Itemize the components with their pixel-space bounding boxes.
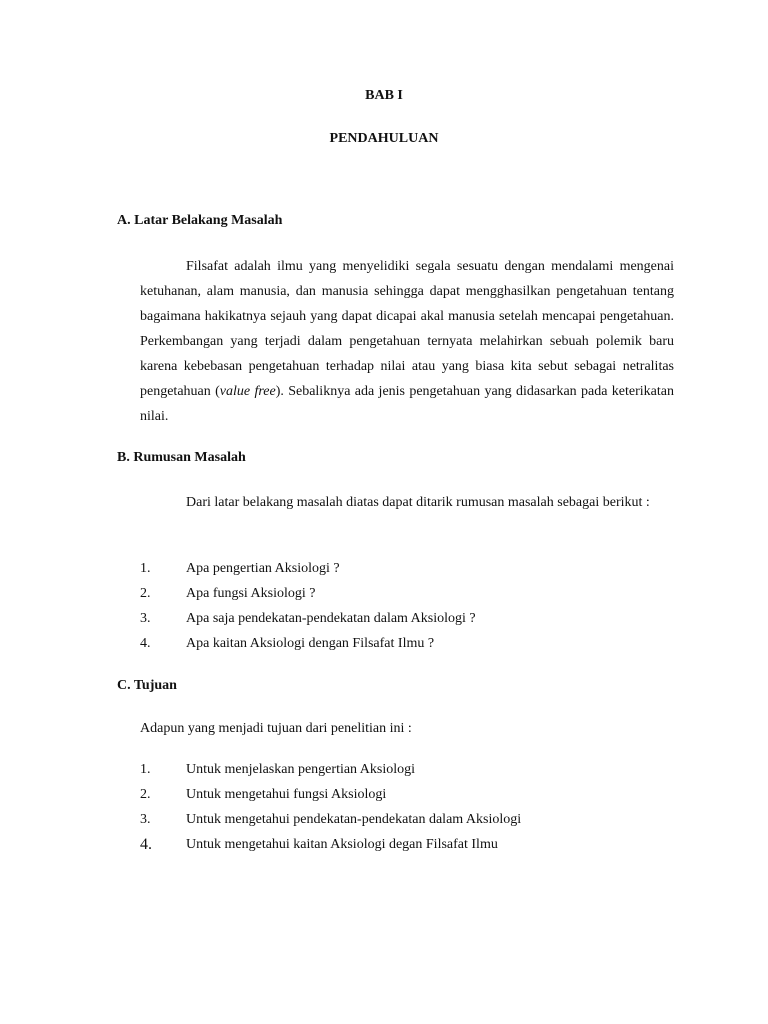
purpose-intro-paragraph: Adapun yang menjadi tujuan dari penelitian ini : (140, 721, 412, 736)
list-item (140, 556, 674, 581)
background-italic-term: value free (219, 384, 276, 399)
list-number: 4. (140, 636, 151, 651)
background-text-end: ). Sebaliknya ada jenis pengetahuan yang didasarkan pada keterikatan nilai. (140, 384, 674, 424)
background-paragraph (140, 254, 674, 429)
section-heading-tujuan: C. Tujuan (117, 678, 177, 693)
list-number: 4. (140, 836, 152, 853)
section-heading-latar-belakang: A. Latar Belakang Masalah (117, 213, 283, 228)
list-number: 2. (140, 586, 151, 601)
list-number: 3. (140, 812, 151, 827)
list-number: 1. (140, 561, 151, 576)
chapter-title: PENDAHULUAN (329, 131, 439, 146)
list-item (140, 606, 674, 631)
list-text: Untuk mengetahui fungsi Aksiologi (186, 787, 387, 802)
list-text: Untuk mengetahui kaitan Aksiologi degan Filsafat Ilmu (186, 837, 498, 852)
list-text: Apa fungsi Aksiologi ? (186, 586, 316, 601)
chapter-label: BAB I (365, 88, 403, 103)
section-heading-rumusan-masalah: B. Rumusan Masalah (117, 450, 246, 465)
list-number: 3. (140, 611, 151, 626)
problem-intro-paragraph: Dari latar belakang masalah diatas dapat ditarik rumusan masalah sebagai berikut : (186, 495, 650, 510)
problem-list (140, 556, 674, 656)
purpose-list (140, 757, 674, 857)
list-number: 2. (140, 787, 151, 802)
list-text: Untuk mengetahui pendekatan-pendekatan dalam Aksiologi (186, 812, 522, 827)
list-text: Apa kaitan Aksiologi dengan Filsafat Ilmu ? (186, 636, 435, 651)
list-item (140, 631, 674, 656)
list-item (140, 807, 674, 832)
list-item (140, 581, 674, 606)
list-text: Untuk menjelaskan pengertian Aksiologi (186, 762, 416, 777)
list-number: 1. (140, 762, 151, 777)
list-text: Apa pengertian Aksiologi ? (186, 561, 340, 576)
background-text: Filsafat adalah ilmu yang menyelidiki segala sesuatu dengan mendalami mengenai ketuhanan, alam manusia, dan manusia sehingga dapat mengghasilkan pengetahuan tentang bagaimana hakikatnya sejauh yang dapat dicapai akal manusia setelah mencapai pengetahuan. Perkembangan yang terjadi dalam pengetahuan ternyata melahirkan sebuah polemik baru karena kebebasan pengetahuan terhadap nilai atau yang biasa kita sebut sebagai netralitas pengetahuan ( (140, 259, 674, 399)
list-item (140, 832, 674, 857)
list-item (140, 782, 674, 807)
list-text: Apa saja pendekatan-pendekatan dalam Aksiologi ? (186, 611, 476, 626)
list-item (140, 757, 674, 782)
